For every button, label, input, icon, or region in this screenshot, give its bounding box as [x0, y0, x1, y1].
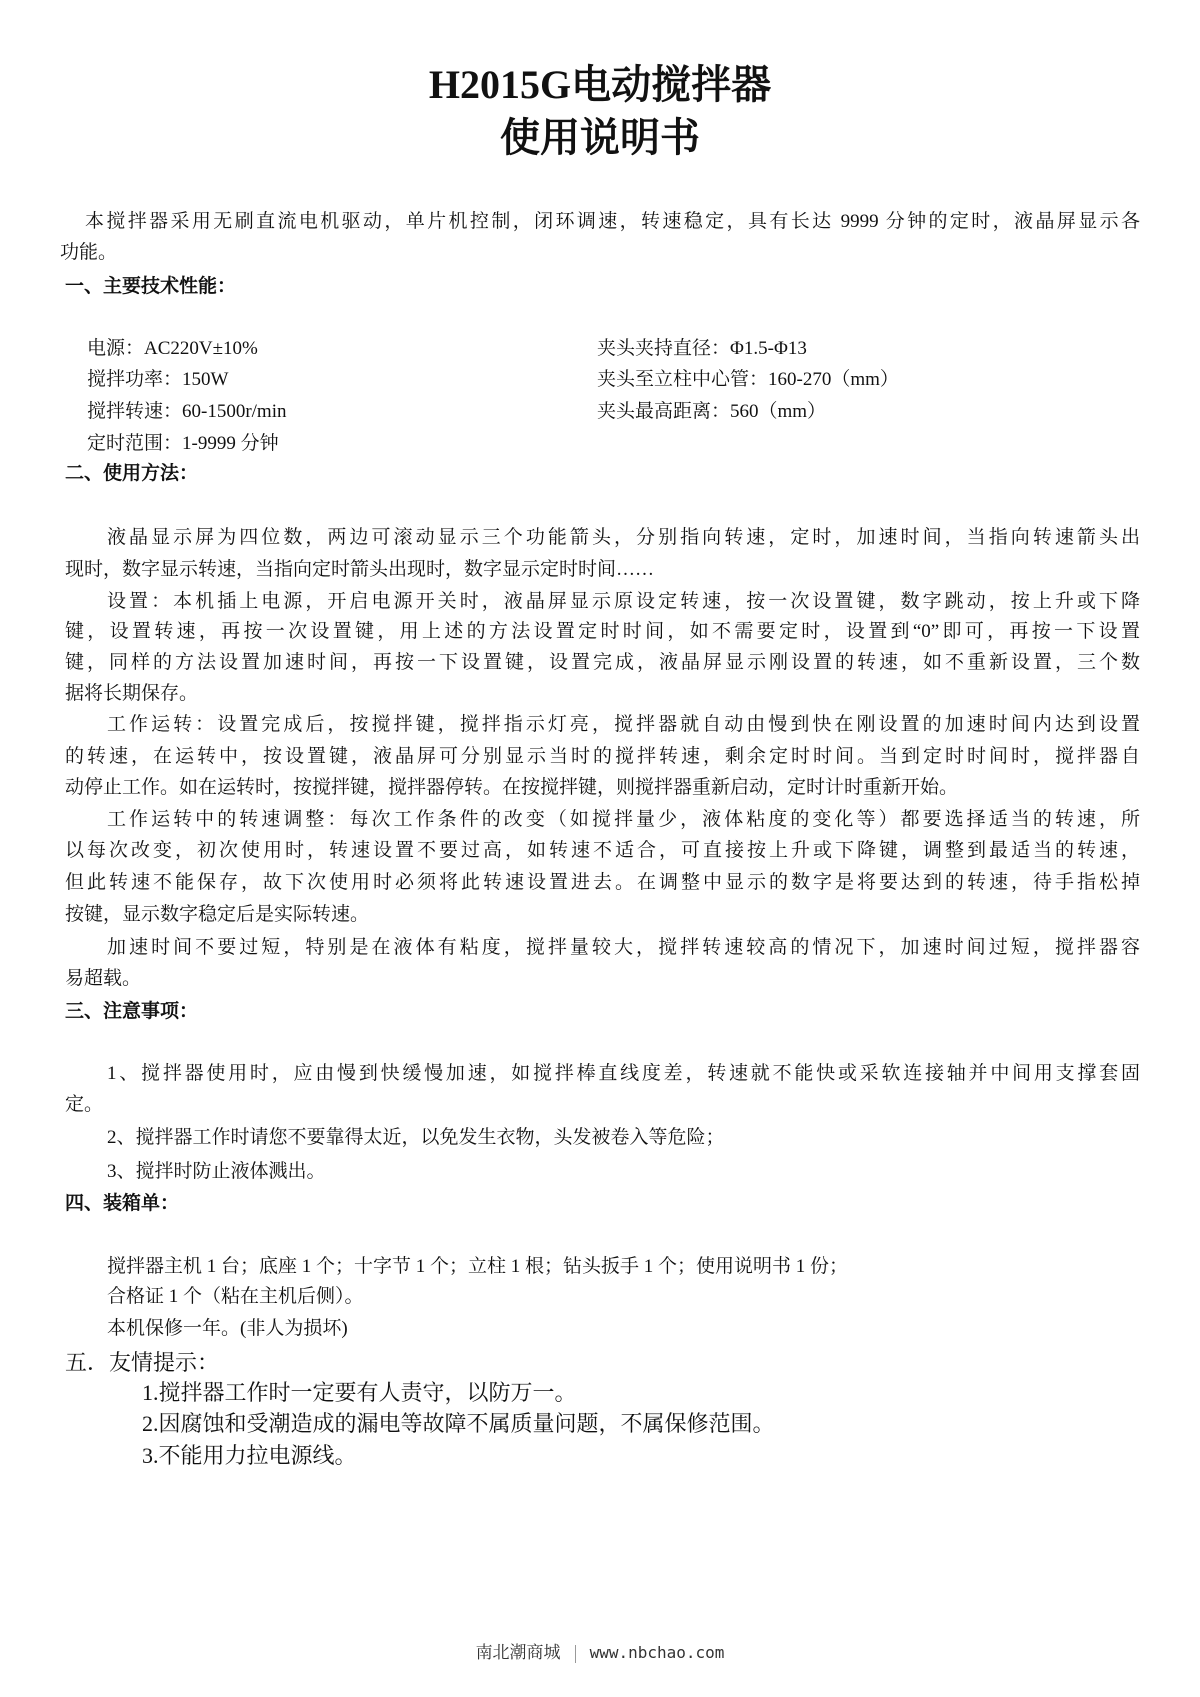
- section-heading-specs: 一、主要技术性能：: [65, 276, 237, 297]
- tip-line: 3.不能用力拉电源线。: [142, 1443, 357, 1468]
- spec-item: 夹头最高距离：560（mm）: [597, 401, 827, 422]
- usage-line: 的转速，在运转中，按设置键，液晶屏可分别显示当时的搅拌转速，剩余定时时间。当到定时时间时，搅拌器自: [65, 746, 1140, 767]
- spec-item: 定时范围：1-9999 分钟: [87, 433, 279, 454]
- spec-item: 搅拌转速：60-1500r/min: [87, 401, 287, 422]
- note-line: 2、搅拌器工作时请您不要靠得太近，以免发生衣物，头发被卷入等危险；: [107, 1127, 725, 1148]
- usage-line: 设置：本机插上电源，开启电源开关时，液晶屏显示原设定转速，按一次设置键，数字跳动，按上升或下降: [107, 591, 1140, 612]
- spec-item: 夹头夹持直径：Φ1.5-Φ13: [597, 338, 807, 359]
- footer-url[interactable]: www.nbchao.com: [589, 1643, 725, 1662]
- note-line: 定。: [65, 1094, 104, 1115]
- usage-line: 据将长期保存。: [65, 683, 199, 704]
- packing-line: 合格证 1 个（粘在主机后侧）。: [107, 1286, 364, 1307]
- tip-line: 2.因腐蚀和受潮造成的漏电等故障不属质量问题，不属保修范围。: [142, 1411, 775, 1436]
- usage-line: 现时，数字显示转速，当指向定时箭头出现时，数字显示定时时间……: [65, 559, 655, 580]
- usage-line: 易超载。: [65, 968, 142, 989]
- note-line: 1、搅拌器使用时，应由慢到快缓慢加速，如搅拌棒直线度差，转速就不能快或采软连接轴并中间用支撑套固: [107, 1063, 1140, 1084]
- usage-line: 液晶显示屏为四位数，两边可滚动显示三个功能箭头，分别指向转速，定时，加速时间，当指向转速箭头出: [107, 527, 1140, 548]
- usage-line: 工作运转：设置完成后，按搅拌键，搅拌指示灯亮，搅拌器就自动由慢到快在刚设置的加速时间内达到设置: [107, 714, 1140, 735]
- usage-line: 但此转速不能保存，故下次使用时必须将此转速设置进去。在调整中显示的数字是将要达到的转速，待手指松掉: [65, 872, 1140, 893]
- usage-line: 键，设置转速，再按一次设置键，用上述的方法设置定时时间，如不需要定时，设置到“0”即可，再按一下设置: [65, 621, 1140, 642]
- usage-line: 键，同样的方法设置加速时间，再按一下设置键，设置完成，液晶屏显示刚设置的转速，如不重新设置，三个数: [65, 652, 1140, 673]
- intro-line: 功能。: [60, 242, 118, 263]
- usage-line: 以每次改变，初次使用时，转速设置不要过高，如转速不适合，可直接按上升或下降键，调整到最适当的转速，: [65, 840, 1140, 861]
- intro-line: 本搅拌器采用无刷直流电机驱动，单片机控制，闭环调速，转速稳定，具有长达 9999 分钟的定时，液晶屏显示各: [85, 211, 1140, 232]
- packing-line: 本机保修一年。(非人为损坏): [107, 1318, 348, 1339]
- usage-line: 按键，显示数字稳定后是实际转速。: [65, 904, 370, 925]
- note-line: 3、搅拌时防止液体溅出。: [107, 1161, 326, 1182]
- section-heading-packing: 四、装箱单：: [65, 1193, 180, 1214]
- usage-line: 动停止工作。如在运转时，按搅拌键，搅拌器停转。在按搅拌键，则搅拌器重新启动，定时计时重新开始。: [65, 777, 959, 798]
- section-heading-notes: 三、注意事项：: [65, 1001, 199, 1022]
- packing-line: 搅拌器主机 1 台；底座 1 个；十字节 1 个；立柱 1 根；钻头扳手 1 个；使用说明书 1 份；: [107, 1256, 849, 1277]
- section-heading-tips: 五．友情提示：: [65, 1350, 220, 1375]
- footer: [0, 1638, 1200, 1663]
- spec-item: 夹头至立柱中心管：160-270（mm）: [597, 369, 899, 390]
- usage-line: 工作运转中的转速调整：每次工作条件的改变（如搅拌量少，液体粘度的变化等）都要选择适当的转速，所: [107, 809, 1140, 830]
- usage-line: 加速时间不要过短，特别是在液体有粘度，搅拌量较大，搅拌转速较高的情况下，加速时间过短，搅拌器容: [107, 937, 1140, 958]
- document-title: H2015G电动搅拌器: [428, 62, 772, 107]
- spec-item: 搅拌功率：150W: [87, 369, 229, 390]
- tip-line: 1.搅拌器工作时一定要有人责守，以防万一。: [142, 1380, 577, 1405]
- section-heading-usage: 二、使用方法：: [65, 463, 199, 484]
- footer-brand: 南北潮商城: [475, 1643, 561, 1662]
- spec-item: 电源：AC220V±10%: [87, 338, 258, 359]
- footer-divider: [575, 1645, 576, 1663]
- document-subtitle: 使用说明书: [500, 115, 700, 160]
